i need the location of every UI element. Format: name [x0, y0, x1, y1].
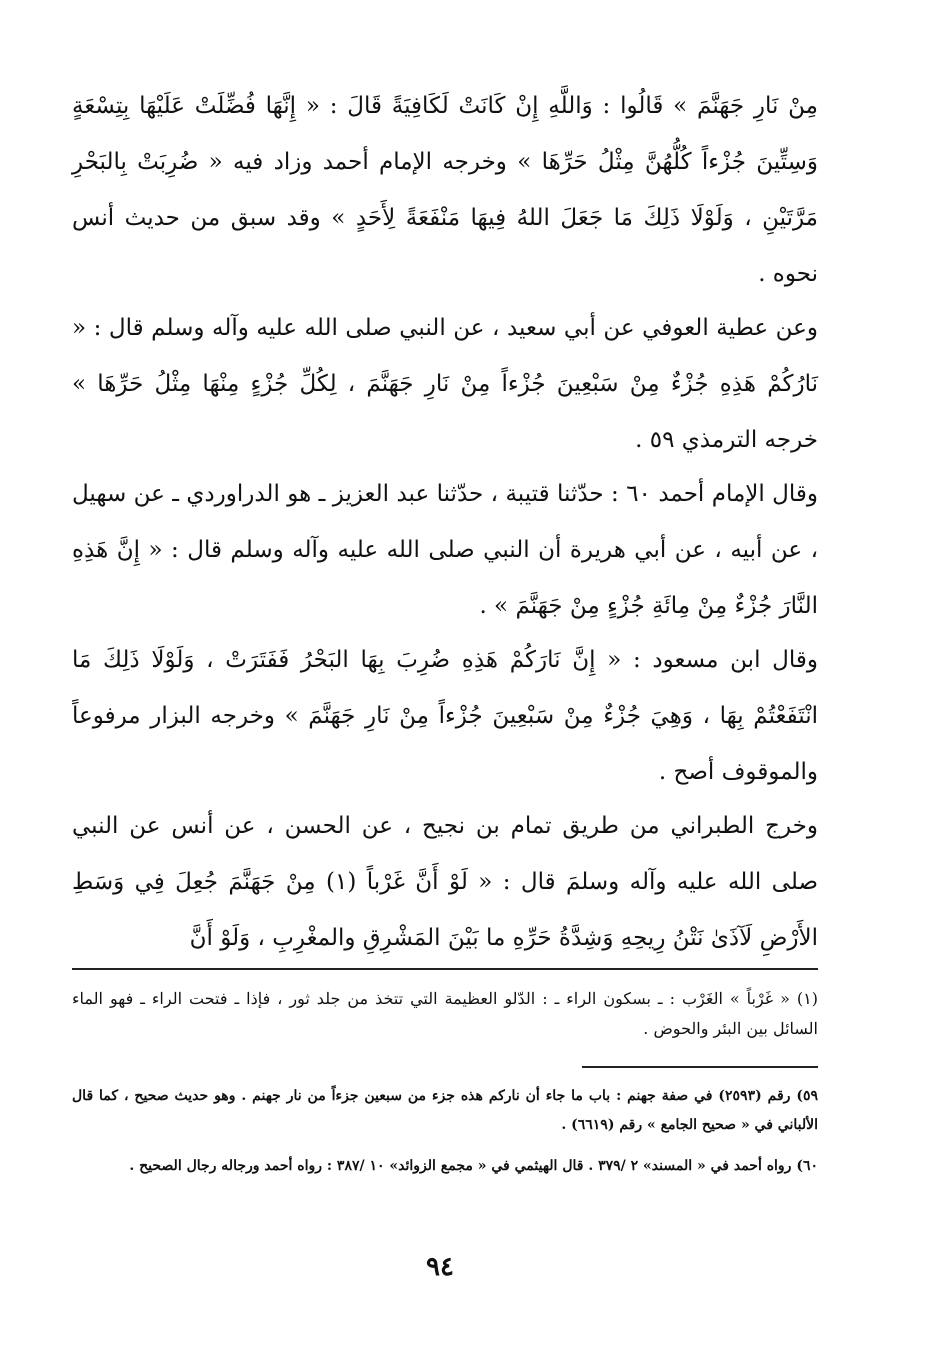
- page-number: ٩٤: [426, 1252, 454, 1282]
- footnote-59: ٥٩) رقم (٢٥٩٣) في صفة جهنم : باب ما جاء أن ناركم هذه جزء من سبعين جزءاً من نار جهنم . وهو حديث صحيح ، كما قال الألباني في « صحيح الجامع » رقم (٦٦١٩) .: [72, 1088, 818, 1133]
- paragraph-4: وقال ابن مسعود : « إِنَّ نَارَكُمْ هَذِهِ ضُرِبَ بِهَا البَحْرُ فَفَتَرَتْ ، وَلَوْلَا ذَلِكَ مَا انْتَفَعْتُمْ بِهَا ، وَهِيَ جُزْءٌ مِنْ سَبْعِينَ جُزْءاً مِنْ نَارِ جَهَنَّمَ » وخرجه البزار مرفوعاً والموقوف أصح .: [72, 647, 818, 785]
- paragraph-5: وخرج الطبراني من طريق تمام بن نجيح ، عن الحسن ، عن أنس عن النبي صلى الله عليه وآله وسلمَ قال : « لَوْ أَنَّ غَرْباً (١) مِنْ جَهَنَّمَ جُعِلَ فِي وَسَطِ الأَرْضِ لَآذَىٰ نَتْنُ رِيحِهِ وَشِدَّةُ حَرِّهِ ما بَيْنَ المَشْرِقِ والمغْرِبِ ، وَلَوْ أَنَّ: [72, 813, 818, 951]
- paragraph-3: وقال الإمام أحمد ٦٠ : حدّثنا قتيبة ، حدّثنا عبد العزيز ـ هو الدراوردي ـ عن سهيل ، عن أبيه ، عن أبي هريرة أن النبي صلى الله عليه وآله وسلم قال : « إِنَّ هَذِهِ النَّارَ جُزْءٌ مِنْ مِائَةِ جُزْءٍ مِنْ جَهَنَّمَ » .: [72, 481, 818, 619]
- paragraph-1: مِنْ نَارِ جَهَنَّمَ » قَالُوا : وَاللَّهِ إِنْ كَانَتْ لَكَافِيَةً قَالَ : « إِنَّهَا فُضِّلَتْ عَلَيْهَا بِتِسْعَةٍ وَسِتِّينَ جُزْءاً كُلُّهُنَّ مِثْلُ حَرِّهَا » وخرجه الإمام أحمد وزاد فيه « ضُرِبَتْ بِالبَحْرِ مَرَّتَيْنِ ، وَلَوْلَا ذَلِكَ مَا جَعَلَ اللهُ فِيهَا مَنْفَعَةً لِأَحَدٍ » وقد سبق من حديث أنس نحوه .: [72, 93, 818, 287]
- paragraph-2: وعن عطية العوفي عن أبي سعيد ، عن النبي صلى الله عليه وآله وسلم قال : « نَارُكُمْ هَذِهِ جُزْءٌ مِنْ سَبْعِينَ جُزْءاً مِنْ نَارِ جَهَنَّمَ ، لِكُلِّ جُزْءٍ مِنْهَا مِثْلُ حَرِّهَا » خرجه الترمذي ٥٩ .: [72, 315, 818, 453]
- footnote-divider: [72, 968, 818, 970]
- reference-divider: [582, 1066, 818, 1068]
- footnote-60: ٦٠) رواه أحمد في « المسند» ٢ /٣٧٩ . قال الهيثمي في « مجمع الزوائد» ١٠ /٣٨٧ : رواه أحمد ورجاله رجال الصحيح .: [129, 1158, 818, 1174]
- footnote-1: (١) « غَرْباً » الغَرْب : ـ بسكون الراء ـ : الدّلو العظيمة التي تتخذ من جلد ثور ، فإذا ـ فتحت الراء ـ فهو الماء السائل بين البئر والحوض .: [72, 989, 818, 1038]
